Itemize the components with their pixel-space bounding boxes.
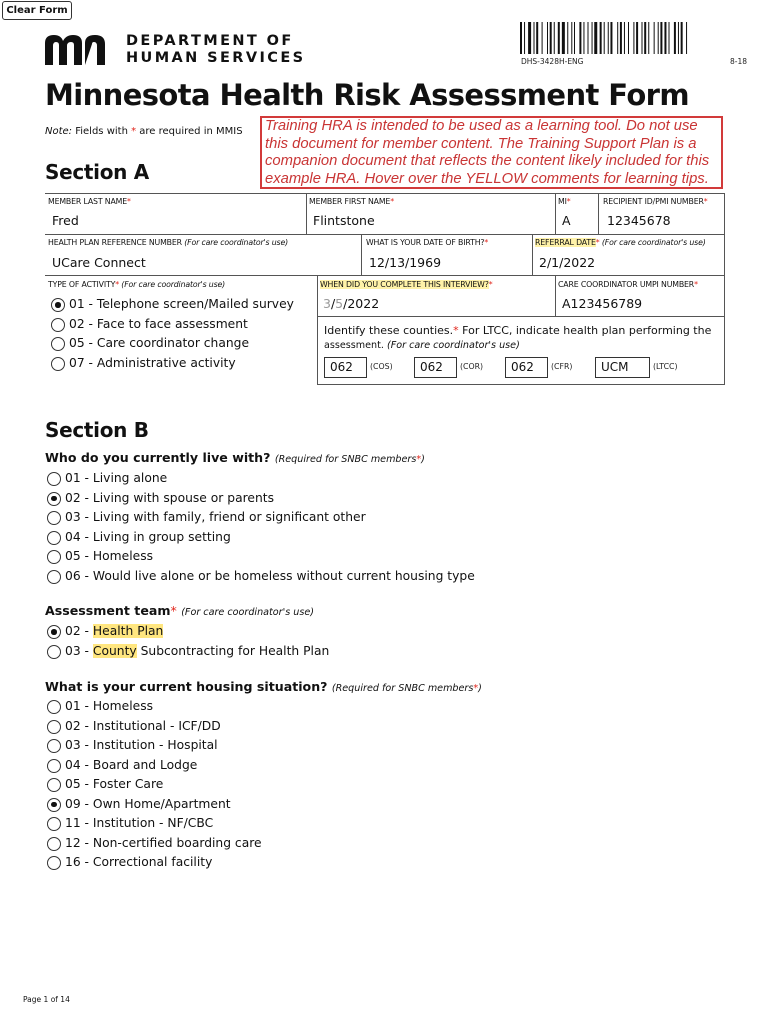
- radio-option-label: 01 - Living alone: [65, 471, 168, 485]
- radio-button[interactable]: [47, 625, 61, 639]
- divider: [45, 193, 725, 194]
- barcode-icon: [520, 22, 748, 54]
- care-coord-umpi-label: CARE COORDINATOR UMPI NUMBER*: [558, 280, 698, 289]
- divider: [45, 275, 725, 276]
- section-a-title: Section A: [45, 160, 149, 184]
- radio-option-label: 16 - Correctional facility: [65, 855, 213, 869]
- radio-option-label: 09 - Own Home/Apartment: [65, 796, 231, 811]
- radio-option-label: 04 - Board and Lodge: [65, 757, 198, 772]
- radio-option-label: 01 - Telephone screen/Mailed survey: [69, 297, 294, 311]
- clear-form-button[interactable]: Clear Form: [2, 1, 72, 20]
- radio-button[interactable]: [47, 531, 61, 545]
- care-coord-umpi-input[interactable]: A123456789: [562, 296, 643, 311]
- training-notice: Training HRA is intended to be used as a learning tool. Do not use this document for member content. The Training Support Plan is a companion document that reflects the content likely included for this example HRA. Hover over the YELLOW comments for learning tips.: [260, 116, 723, 189]
- live-with-question: Who do you currently live with? (Required for SNBC members*): [45, 450, 425, 465]
- radio-button[interactable]: [47, 837, 61, 851]
- radio-option-label: 01 - Homeless: [65, 699, 154, 713]
- radio-button[interactable]: [51, 337, 65, 351]
- mi-label: MI*: [558, 197, 571, 206]
- member-last-name-label: MEMBER LAST NAME*: [48, 197, 131, 206]
- radio-button[interactable]: [47, 798, 61, 812]
- note-prefix: Note:: [45, 126, 73, 137]
- radio-button[interactable]: [47, 759, 61, 773]
- radio-button[interactable]: [51, 318, 65, 332]
- member-last-name-input[interactable]: Fred: [52, 213, 79, 228]
- county-cos-input[interactable]: 062: [324, 357, 367, 378]
- required-note: [45, 126, 243, 137]
- radio-option-label: 02 - Institutional - ICF/DD: [65, 718, 221, 733]
- member-first-name-input[interactable]: Flintstone: [313, 213, 375, 228]
- referral-date-label: REFERRAL DATE* (For care coordinator's use): [535, 238, 706, 247]
- activity-type-label: TYPE OF ACTIVITY* (For care coordinator's use): [48, 280, 226, 289]
- radio-button[interactable]: [47, 817, 61, 831]
- radio-button[interactable]: [47, 570, 61, 584]
- radio-option-label: 05 - Homeless: [65, 549, 154, 563]
- dob-label: WHAT IS YOUR DATE OF BIRTH?*: [366, 238, 489, 247]
- radio-option-label: 02 - Face to face assessment: [69, 316, 248, 331]
- radio-option-label: 06 - Would live alone or be homeless without current housing type: [65, 568, 475, 583]
- radio-option-label: 05 - Foster Care: [65, 777, 164, 791]
- section-b-title: Section B: [45, 418, 149, 442]
- dept-line-2: HUMAN SERVICES: [126, 50, 306, 66]
- radio-button[interactable]: [47, 492, 61, 506]
- radio-button[interactable]: [47, 739, 61, 753]
- divider: [317, 275, 318, 385]
- county-ltcc-tag: (LTCC): [653, 362, 678, 371]
- radio-button[interactable]: [47, 720, 61, 734]
- note-text: Fields with: [72, 126, 132, 137]
- radio-option-label: 07 - Administrative activity: [69, 355, 236, 370]
- housing-question: What is your current housing situation? (Required for SNBC members*): [45, 679, 482, 694]
- radio-button[interactable]: [47, 472, 61, 486]
- department-name: [126, 33, 305, 67]
- health-plan-ref-label: HEALTH PLAN REFERENCE NUMBER (For care coordinator's use): [48, 238, 289, 247]
- divider: [598, 193, 599, 234]
- radio-option-label: 03 - Living with family, friend or significant other: [65, 510, 366, 524]
- member-first-name-label: MEMBER FIRST NAME*: [309, 197, 394, 206]
- form-number: DHS-3428H-ENG: [521, 57, 584, 66]
- form-date: 8-18: [730, 57, 748, 66]
- divider: [317, 384, 725, 385]
- county-cor-tag: (COR): [460, 362, 484, 371]
- divider: [317, 316, 725, 317]
- divider: [532, 234, 533, 275]
- radio-option-label: 12 - Non-certified boarding care: [65, 835, 262, 850]
- radio-button[interactable]: [47, 700, 61, 714]
- counties-instruction: Identify these counties.* For LTCC, indicate health plan performing the: [324, 324, 712, 337]
- divider: [45, 234, 725, 235]
- mi-input[interactable]: A: [562, 213, 571, 228]
- county-cos-tag: (COS): [370, 362, 393, 371]
- radio-option-label: 02 - Health Plan: [65, 624, 164, 638]
- radio-button[interactable]: [47, 856, 61, 870]
- county-cfr-tag: (CFR): [551, 362, 573, 371]
- radio-option-label: 02 - Living with spouse or parents: [65, 490, 274, 505]
- county-cor-input[interactable]: 062: [414, 357, 457, 378]
- assessment-team-question: Assessment team* (For care coordinator's use): [45, 603, 315, 618]
- referral-date-input[interactable]: 2/1/2022: [539, 255, 596, 270]
- divider: [555, 275, 556, 316]
- radio-button[interactable]: [47, 645, 61, 659]
- radio-button[interactable]: [51, 298, 65, 312]
- radio-button[interactable]: [47, 550, 61, 564]
- radio-button[interactable]: [47, 511, 61, 525]
- divider: [724, 193, 725, 385]
- dob-input[interactable]: 12/13/1969: [369, 255, 442, 270]
- radio-button[interactable]: [47, 778, 61, 792]
- radio-option-label: 04 - Living in group setting: [65, 529, 231, 544]
- dept-line-1: DEPARTMENT OF: [126, 33, 294, 49]
- recipient-id-input[interactable]: 12345678: [607, 213, 671, 228]
- divider: [361, 234, 362, 275]
- radio-option-label: 11 - Institution - NF/CBC: [65, 816, 214, 830]
- counties-instruction-2: assessment. (For care coordinator's use): [324, 340, 520, 351]
- health-plan-ref-input[interactable]: UCare Connect: [52, 255, 146, 270]
- interview-date-label: WHEN DID YOU COMPLETE THIS INTERVIEW?*: [320, 280, 493, 289]
- county-ltcc-input[interactable]: UCM: [595, 357, 650, 378]
- note-text-end: are required in MMIS: [136, 126, 243, 137]
- required-star: *: [131, 126, 137, 137]
- radio-option-label: 03 - Institution - Hospital: [65, 738, 218, 752]
- county-cfr-input[interactable]: 062: [505, 357, 548, 378]
- radio-button[interactable]: [51, 357, 65, 371]
- interview-date-input[interactable]: 3/5/2022: [323, 296, 380, 311]
- radio-option-label: 03 - County Subcontracting for Health Plan: [65, 643, 330, 658]
- page-number: Page 1 of 14: [23, 995, 70, 1004]
- page-title: Minnesota Health Risk Assessment Form: [45, 78, 689, 112]
- mn-logo-icon: [45, 33, 115, 65]
- divider: [555, 193, 556, 234]
- divider: [306, 193, 307, 234]
- radio-option-label: 05 - Care coordinator change: [69, 336, 250, 350]
- recipient-id-label: RECIPIENT ID/PMI NUMBER*: [603, 197, 708, 206]
